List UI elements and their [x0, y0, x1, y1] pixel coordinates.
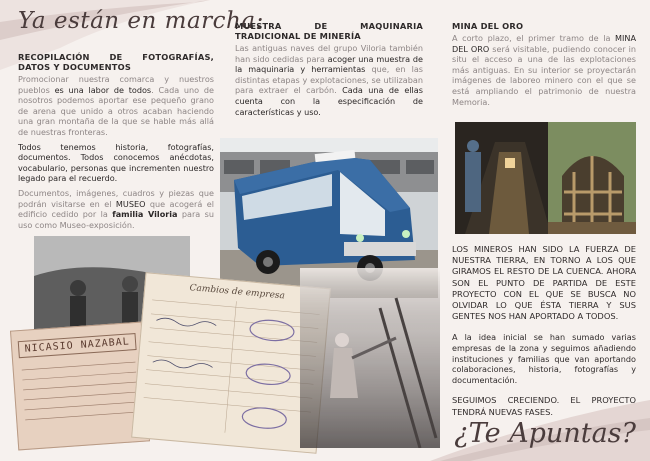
- text-segment: Las antiguas naves del grupo Viloria también han sido cedidas para: [235, 43, 423, 64]
- id-card-name: NICASIO NAZABAL: [18, 333, 137, 358]
- paragraph-museo: [18, 188, 214, 230]
- text-segment: . Cada uno de nosotros podemos aportar ese pequeño grano de arena que unido a otros acaban haciendo una gran montaña de la que se hable más allá de nuestras fronteras.: [18, 84, 214, 137]
- id-card-image: [10, 322, 150, 451]
- column-recopilacion: [18, 52, 214, 234]
- text-segment: será visitable, pudiendo conocer in situ el acceso a una de las explotaciones más antiguas. En su interior se proyectarán imágenes de laboreo minero con el que se está ampliando el patrimonio de nuestra Memoria.: [452, 43, 636, 107]
- column-mineros: [452, 244, 636, 428]
- column-mina-oro: [452, 21, 636, 111]
- paragraph-naves: [235, 43, 423, 117]
- text-segment: A corto plazo, el primer tramo de la: [452, 33, 616, 43]
- ledger-header: Cambios de empresa: [189, 283, 286, 302]
- text-highlight: es una labor de todos: [54, 84, 152, 95]
- miner-drilling-photo: [300, 268, 440, 448]
- heading-mina-oro: MINA DEL ORO: [452, 21, 524, 31]
- paragraph-seguimos: SEGUIMOS CRECIENDO. EL PROYECTO TENDRÁ NUEVAS FASES.: [452, 395, 636, 417]
- text-highlight: familia Viloria: [112, 209, 178, 220]
- miner-tunnel-photo: [455, 122, 551, 234]
- mine-gate-photo: [548, 122, 636, 234]
- text-segment: que, en las distintas etapas y explotaciones, se utilizaban para extraer el carbón.: [235, 64, 423, 96]
- text-highlight: acoger una muestra de la maquinaria y herramientas: [235, 53, 423, 75]
- text-highlight: Cada una de ellas cuenta con la especificación de características y uso.: [235, 85, 423, 117]
- column-maquinaria: [235, 21, 423, 121]
- text-segment: para su uso como Museo-exposición.: [18, 209, 214, 230]
- text-segment: Documentos, imágenes, cuadros y piezas que podrán visitarse en el: [18, 187, 214, 209]
- heading-maquinaria: MUESTRA DE MAQUINARIA TRADICIONAL DE MINERÍA: [235, 21, 423, 41]
- paragraph-idea-inicial: A la idea inicial se han sumado varias empresas de la zona y seguimos añadiendo instituciones y familias que van aportando colaboraciones, historia, fotografías y documentación.: [452, 332, 636, 385]
- text-segment: que acogerá el edificio cedido por la: [18, 198, 214, 220]
- heading-recopilacion: RECOPILACIÓN DE FOTOGRAFÍAS, DATOS Y DOCUMENTOS: [18, 52, 214, 72]
- text-highlight: MUSEO: [115, 198, 146, 209]
- paragraph-mineros: LOS MINEROS HAN SIDO LA FUERZA DE NUESTRA TIERRA, EN TORNO A LOS QUE GIRAMOS EL RESTO DE LA CUENCA. AHORA SON EL PUNTO DE PARTIDA DE ESTE PROYECTO CON EL QUE SE BUSCA NO OLVIDAR LO QUE ÉSTA TIERRA Y SUS GENTES NOS HAN APORTADO A TODOS.: [452, 244, 636, 322]
- paragraph-mina: [452, 33, 636, 107]
- text-highlight: MINA DEL ORO: [452, 33, 636, 54]
- section-title: Ya están en marcha:: [18, 8, 264, 34]
- paragraph-promocionar: [18, 74, 214, 138]
- closing-slogan: ¿Te Apuntas?: [454, 418, 636, 449]
- paragraph-historia: Todos tenemos historia, fotografías, documentos. Todos conocemos anécdotas, vocabulario, personas que incrementen nuestro legado para el recuerdo.: [18, 141, 214, 184]
- text-segment: Promocionar nuestra comarca y nuestros pueblos: [18, 74, 214, 95]
